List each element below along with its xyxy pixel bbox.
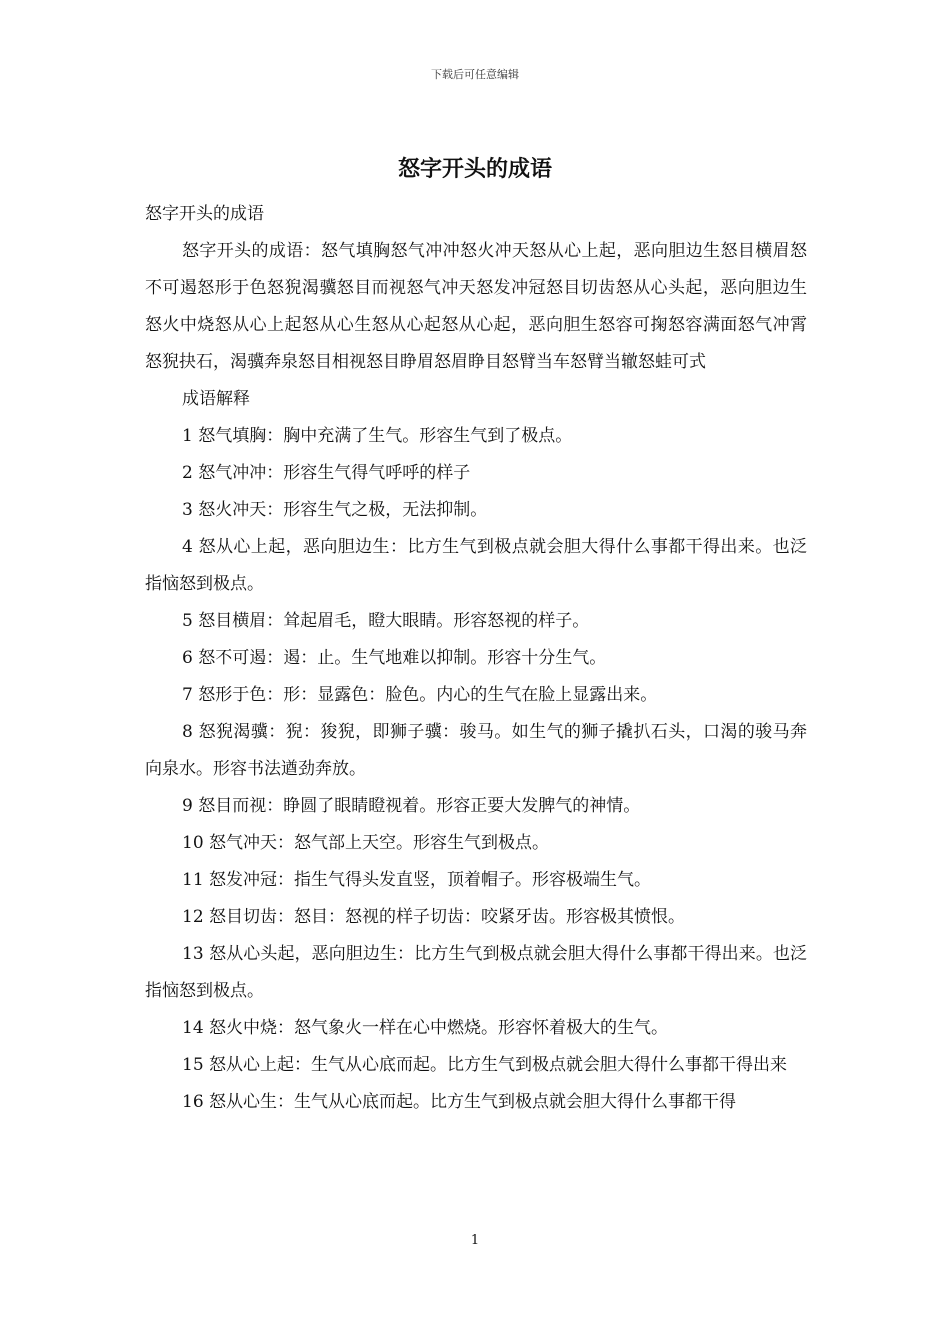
idiom-entry-1: 1 怒气填胸：胸中充满了生气。形容生气到了极点。 [182,426,573,446]
idiom-entry-2: 2 怒气冲冲：形容生气得气呼呼的样子 [182,463,471,483]
header-note: 下载后可任意编辑 [431,68,519,81]
section-heading: 成语解释 [182,389,250,409]
page-number: 1 [470,1233,480,1248]
idiom-entry-11: 11 怒发冲冠：指生气得头发直竖，顶着帽子。形容极端生气。 [182,870,652,890]
idiom-entry-15: 15 怒从心上起：生气从心底而起。比方生气到极点就会胆大得什么事都干得出来 [182,1055,788,1075]
intro-paragraph: 怒字开头的成语：怒气填胸怒气冲冲怒火冲天怒从心上起，恶向胆边生怒目横眉怒不可遏怒形于色怒猊渴骥怒目而视怒气冲天怒发冲冠怒目切齿怒从心头起，恶向胆边生怒火中烧怒从心上起怒从心生怒从心起怒从心起，恶向胆生怒容可掬怒容满面怒气冲霄怒猊抉石，渴骥奔泉怒目相视怒目睁眉怒眉睁目怒臂当车怒臂当辙怒蛙可式 [145,241,807,372]
document-title: 怒字开头的成语 [397,157,552,182]
idiom-entry-6: 6 怒不可遏：遏：止。生气地难以抑制。形容十分生气。 [182,648,607,668]
idiom-entry-12: 12 怒目切齿：怒目：怒视的样子切齿：咬紧牙齿。形容极其愤恨。 [182,907,686,927]
idiom-entry-9: 9 怒目而视：睁圆了眼睛瞪视着。形容正要大发脾气的神情。 [182,796,641,816]
idiom-entry-7: 7 怒形于色：形：显露色：脸色。内心的生气在脸上显露出来。 [182,685,658,705]
subtitle: 怒字开头的成语 [145,204,264,224]
idiom-entry-8: 8 怒猊渴骥：猊：狻猊，即狮子骥：骏马。如生气的狮子撬扒石头，口渴的骏马奔向泉水。形容书法遒劲奔放。 [145,722,807,779]
idiom-entry-5: 5 怒目横眉：耸起眉毛，瞪大眼睛。形容怒视的样子。 [182,611,590,631]
idiom-entry-3: 3 怒火冲天：形容生气之极，无法抑制。 [182,500,488,520]
idiom-entry-16: 16 怒从心生：生气从心底而起。比方生气到极点就会胆大得什么事都干得 [182,1092,737,1112]
idiom-entry-13: 13 怒从心头起，恶向胆边生：比方生气到极点就会胆大得什么事都干得出来。也泛指恼怒到极点。 [145,944,807,1001]
idiom-entry-14: 14 怒火中烧：怒气象火一样在心中燃烧。形容怀着极大的生气。 [182,1018,669,1038]
idiom-entry-4: 4 怒从心上起，恶向胆边生：比方生气到极点就会胆大得什么事都干得出来。也泛指恼怒到极点。 [145,537,807,594]
idiom-entry-10: 10 怒气冲天：怒气部上天空。形容生气到极点。 [182,833,550,853]
document-body [145,196,807,1121]
